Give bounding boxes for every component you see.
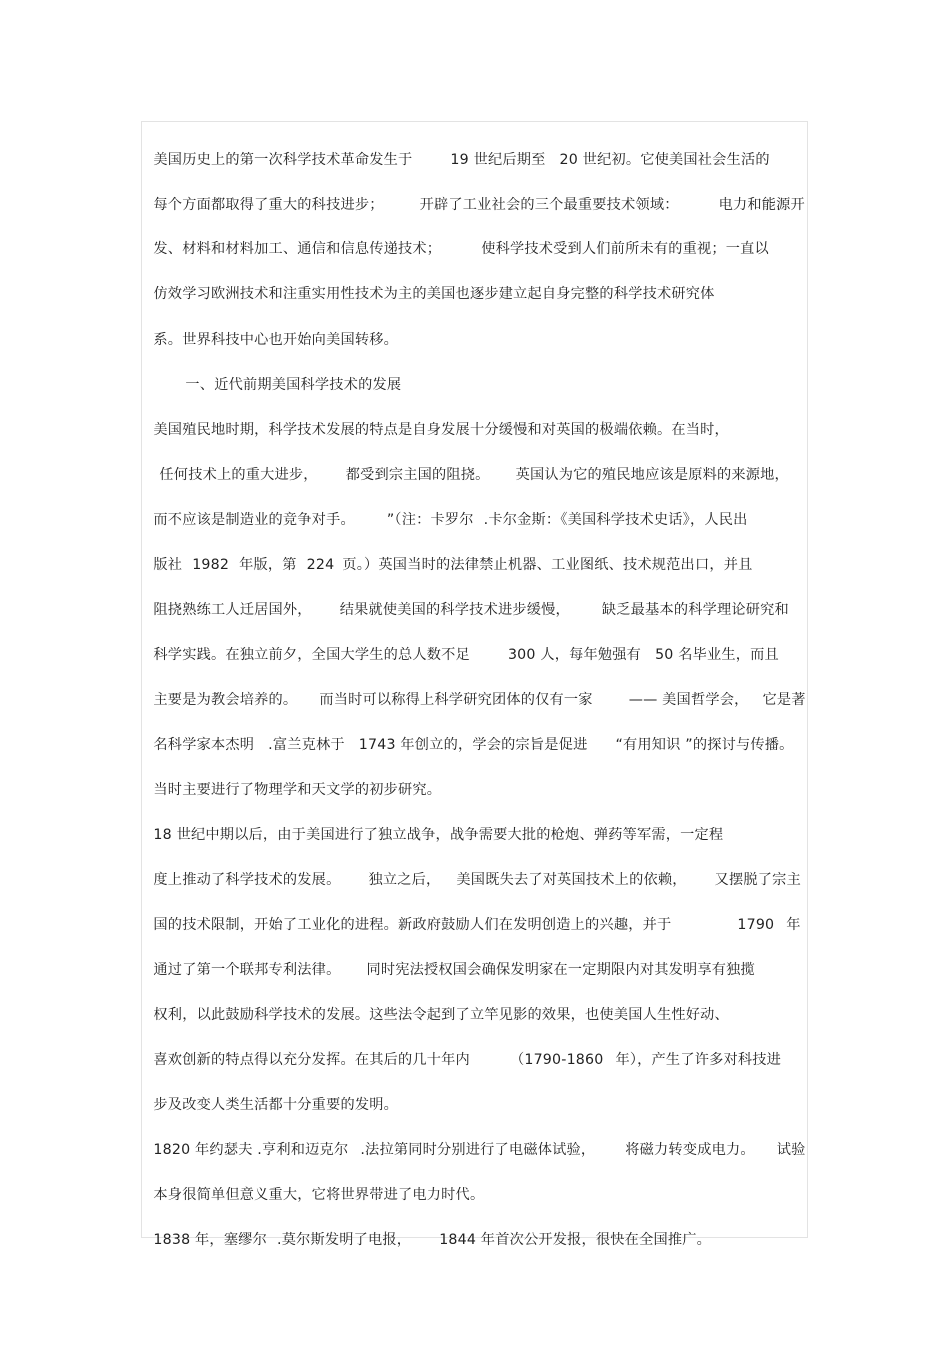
text-line (144, 261, 715, 302)
text-run: .法拉第同时分别进行了电磁体试验， (360, 1142, 596, 1158)
text-run: 19 世纪后期至 (450, 152, 546, 168)
text-line (144, 216, 769, 257)
text-run: 试验 (776, 1142, 806, 1158)
text-line (144, 172, 805, 213)
text-run: 300 人，每年勉强有 (507, 647, 642, 663)
text-run: 美国既失去了对英国技术上的依赖， (456, 872, 687, 888)
text-run: 结果就使美国的科学技术进步缓慢， (339, 602, 570, 618)
text-run: 将磁力转变成电力。 (625, 1142, 755, 1158)
text-run: .富兰克林于 (268, 737, 345, 753)
text-run: 发、材料和材料加工、通信和信息传递技术； (153, 241, 442, 257)
text-run: 阻挠熟练工人迁居国外， (153, 602, 312, 618)
text-line (144, 532, 753, 573)
text-line (144, 1162, 485, 1203)
text-run: 通过了第一个联邦专利法律。 (153, 962, 341, 978)
text-run: 本身很简单但意义重大，它将世界带进了电力时代。 (153, 1187, 485, 1203)
text-line (144, 1117, 806, 1158)
text-run: 当时主要进行了物理学和天文学的初步研究。 (153, 782, 442, 798)
text-run: 任何技术上的重大进步， (159, 467, 318, 483)
text-run: ”（注：卡罗尔 (386, 512, 474, 528)
text-run: 权利，以此鼓励科学技术的发展。这些法令起到了立竿见影的效果，也使美国人生性好动、 (153, 1007, 729, 1023)
text-run: 50 名毕业生，而且 (655, 647, 779, 663)
text-line (144, 487, 748, 528)
text-run: 又摆脱了宗主 (714, 872, 801, 888)
text-line (144, 712, 794, 753)
text-run: 1743 年创立的，学会的宗旨是促进 (358, 737, 588, 753)
text-run: 18 世纪中期以后，由于美国进行了独立战争，战争需要大批的枪炮、弹药等军需，一定程 (153, 827, 724, 843)
text-run: 而不应该是制造业的竞争对手。 (153, 512, 355, 528)
text-run: 224 (306, 557, 335, 573)
text-run: 步及改变人类生活都十分重要的发明。 (153, 1097, 399, 1113)
text-run: —— 美国哲学会， (628, 692, 749, 708)
text-line (144, 397, 729, 438)
text-run: 年版，第 (239, 557, 297, 573)
text-run: 1844 年首次公开发报，很快在全国推广。 (439, 1232, 712, 1248)
text-line (144, 847, 801, 888)
text-line (144, 667, 806, 708)
text-line (144, 937, 755, 978)
text-run: 20 世纪初。它使美国社会生活的 (559, 152, 770, 168)
text-run: .卡尔金斯：《美国科学技术史话》，人民出 (483, 512, 748, 528)
text-run: 而当时可以称得上科学研究团体的仅有一家 (319, 692, 593, 708)
text-run: 开辟了工业社会的三个最重要技术领域： (419, 197, 679, 213)
text-run: 主要是为教会培养的。 (153, 692, 298, 708)
text-run: 独立之后， (368, 872, 441, 888)
text-line (144, 892, 801, 933)
text-line (144, 127, 770, 168)
text-line (144, 1207, 712, 1248)
text-run: 1982 (192, 557, 230, 573)
text-run: 都受到宗主国的阻挠。 (345, 467, 490, 483)
text-run: 缺乏最基本的科学理论研究和 (601, 602, 789, 618)
text-line (144, 307, 399, 348)
text-run: 喜欢创新的特点得以充分发挥。在其后的几十年内 (153, 1052, 470, 1068)
text-line (144, 802, 724, 843)
text-line (150, 442, 789, 483)
text-run: 使科学技术受到人们前所未有的重视；一直以 (481, 241, 769, 257)
text-run: 系。世界科技中心也开始向美国转移。 (153, 332, 399, 348)
text-run: 国的技术限制，开始了工业化的进程。新政府鼓励人们在发明创造上的兴趣，并于 (153, 917, 672, 933)
text-run: 名科学家本杰明 (153, 737, 255, 753)
section-heading (176, 352, 402, 393)
text-run: 1838 年，塞缪尔 (153, 1232, 267, 1248)
text-run: “有用知识 ”的探讨与传播。 (615, 737, 794, 753)
text-run: 版社 (153, 557, 183, 573)
text-run: 页。）英国当时的法律禁止机器、工业图纸、技术规范出口，并且 (342, 557, 753, 573)
text-line (144, 622, 779, 663)
text-line (144, 982, 729, 1023)
text-run: 美国历史上的第一次科学技术革命发生于 (153, 152, 413, 168)
text-run: 度上推动了科学技术的发展。 (153, 872, 341, 888)
text-run: 1790 (737, 917, 775, 933)
text-run: 仿效学习欧洲技术和注重实用性技术为主的美国也逐步建立起自身完整的科学技术研究体 (153, 286, 715, 302)
text-run: 1820 年约瑟夫 .亨利和迈克尔 (153, 1142, 349, 1158)
text-run: 一、近代前期美国科学技术的发展 (185, 377, 402, 393)
text-run: 每个方面都取得了重大的科技进步； (153, 197, 384, 213)
text-run: .莫尔斯发明了电报， (276, 1232, 412, 1248)
text-line (144, 1027, 782, 1068)
text-run: 年），产生了许多对科技进 (615, 1052, 782, 1068)
text-line (144, 757, 442, 798)
text-run: 电力和能源开 (718, 197, 805, 213)
text-run: 它是著 (762, 692, 806, 708)
text-run: 英国认为它的殖民地应该是原料的来源地， (515, 467, 789, 483)
text-line (144, 577, 789, 618)
text-run: 美国殖民地时期，科学技术发展的特点是自身发展十分缓慢和对英国的极端依赖。在当时， (153, 422, 729, 438)
text-run: （1790-1860 (509, 1052, 604, 1068)
text-run: 科学实践。在独立前夕，全国大学生的总人数不足 (153, 647, 470, 663)
text-run: 同时宪法授权国会确保发明家在一定期限内对其发明享有独揽 (366, 962, 755, 978)
text-run: 年 (786, 917, 801, 933)
text-line (144, 1072, 399, 1113)
